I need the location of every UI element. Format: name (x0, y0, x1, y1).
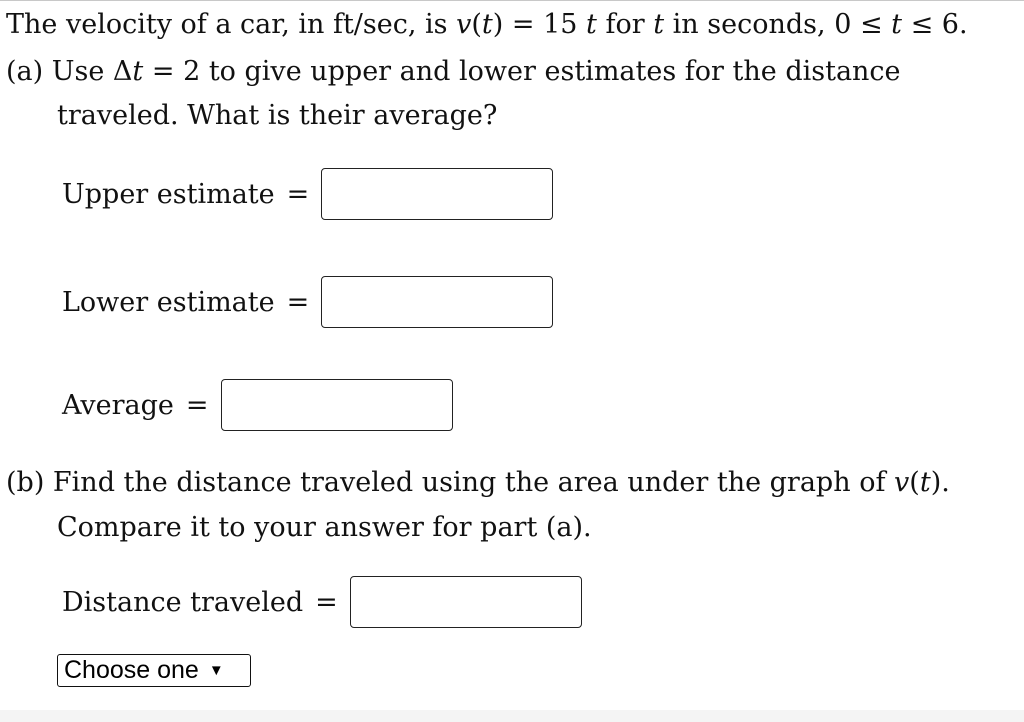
upper-estimate-input[interactable] (321, 168, 553, 220)
equals-sign: = (286, 178, 310, 210)
upper-estimate-label: Upper estimate (62, 178, 275, 210)
top-divider (0, 0, 1024, 1)
lower-estimate-input[interactable] (321, 276, 553, 328)
intro-range-end: ≤ 6. (902, 9, 968, 40)
distance-input[interactable] (350, 576, 582, 628)
part-b-paren-close: ). (930, 467, 950, 498)
chevron-down-icon: ▼ (208, 662, 224, 679)
lower-estimate-label: Lower estimate (62, 286, 275, 318)
part-a-label: (a) Use Δ (6, 56, 133, 87)
velocity-symbol: v (894, 467, 910, 498)
equals-sign: = (286, 286, 310, 318)
time-symbol: t (481, 9, 493, 40)
part-b-prompt-line2: Compare it to your answer for part (a). (57, 512, 592, 543)
time-symbol: t (891, 9, 903, 40)
delta-t-symbol: t (132, 56, 144, 87)
part-a-prompt-line2: traveled. What is their average? (57, 100, 498, 131)
part-b-paren-open: ( (909, 467, 920, 498)
part-a-text: = 2 to give upper and lower estimates for the distance (143, 56, 901, 87)
time-symbol: t (586, 9, 597, 40)
part-b-label: (b) Find the distance traveled using the area under the graph of (6, 467, 895, 498)
time-symbol: t (919, 467, 931, 498)
average-row (62, 379, 453, 431)
time-symbol: t (653, 9, 665, 40)
part-b-prompt (6, 466, 950, 500)
equals-sign: = (315, 586, 338, 618)
distance-label: Distance traveled (62, 586, 304, 618)
distance-row (62, 576, 582, 628)
intro-range: in seconds, 0 ≤ (664, 9, 892, 40)
dropdown-selected-value: Choose one (64, 656, 199, 684)
bottom-band (0, 710, 1024, 722)
average-label: Average (62, 389, 174, 421)
average-input[interactable] (221, 379, 453, 431)
problem-statement (6, 8, 968, 42)
upper-estimate-row (62, 168, 553, 220)
equals-sign: = (185, 389, 209, 421)
intro-text: The velocity of a car, in ft/sec, is (6, 9, 457, 40)
intro-equation: ) = 15 (492, 9, 587, 40)
intro-paren-open: ( (471, 9, 482, 40)
part-a-prompt (6, 55, 901, 89)
lower-estimate-row (62, 276, 553, 328)
velocity-symbol: v (456, 9, 472, 40)
intro-for: for (596, 9, 654, 40)
comparison-dropdown[interactable] (57, 654, 251, 687)
